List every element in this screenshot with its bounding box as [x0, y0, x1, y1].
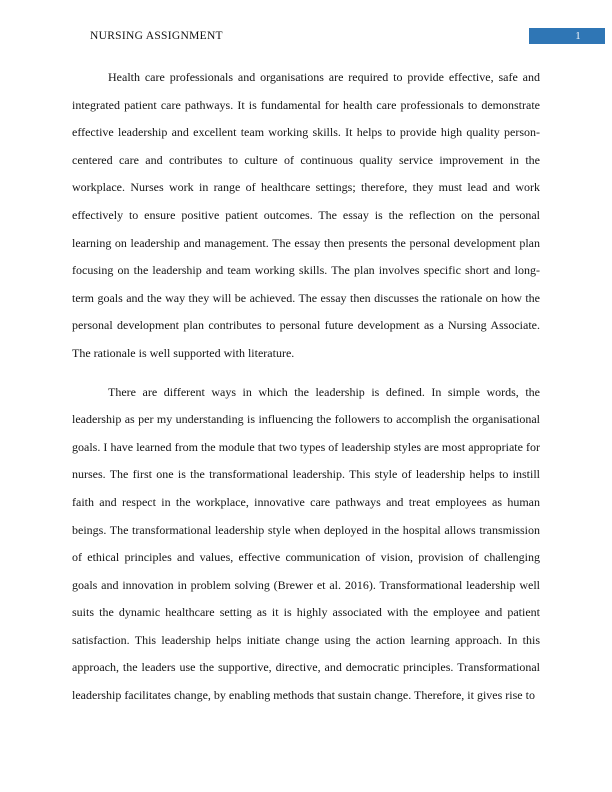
running-head-title: NURSING ASSIGNMENT — [90, 30, 223, 42]
document-body — [72, 64, 540, 721]
page-number-badge: 1 — [529, 28, 605, 44]
paragraph-introduction: Health care professionals and organisations are required to provide effective, safe and integrated patient care pathways. It is fundamental for health care professionals to demonstrate effective leadership and excellent team working skills. It helps to provide high quality person-centered care and contributes to culture of continuous quality service improvement in the workplace. Nurses work in range of healthcare settings; therefore, they must lead and work effectively to ensure positive patient outcomes. The essay is the reflection on the personal learning on leadership and management. The essay then presents the personal development plan focusing on the leadership and team working skills. The plan involves specific short and long-term goals and the way they will be achieved. The essay then discusses the rationale on how the personal development plan contributes to personal future development as a Nursing Associate. The rationale is well supported with literature. — [72, 70, 540, 360]
page-header — [90, 27, 605, 45]
paragraph-leadership-definition: There are different ways in which the leadership is defined. In simple words, the leadership as per my understanding is influencing the followers to accomplish the organisational goals. I have learned from the module that two types of leadership styles are most appropriate for nurses. The first one is the transformational leadership. This style of leadership helps to instill faith and respect in the workplace, innovative care pathways and treat employees as human beings. The transformational leadership style when deployed in the hospital allows transmission of ethical principles and values, effective communication of vision, provision of challenging goals and innovation in problem solving (Brewer et al. 2016). Transformational leadership well suits the dynamic healthcare setting as it is highly associated with the employee and patient satisfaction. This leadership helps initiate change using the action learning approach. In this approach, the leaders use the supportive, directive, and democratic principles. Transformational leadership facilitates change, by enabling methods that sustain change. Therefore, it gives rise to — [72, 384, 540, 703]
